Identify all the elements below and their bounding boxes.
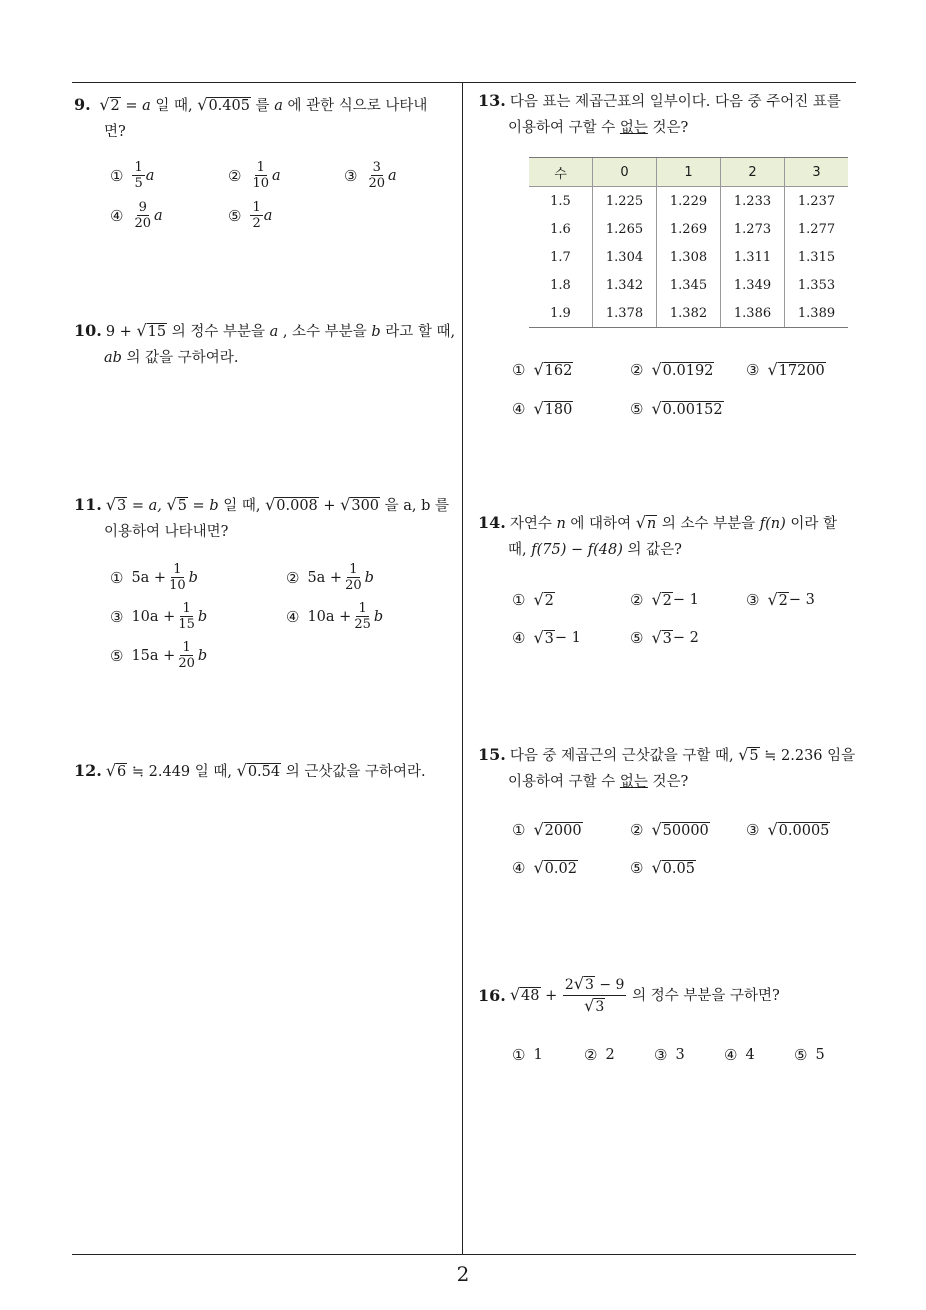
table-cell: 1.273 bbox=[721, 215, 785, 243]
table-cell: 1.7 bbox=[550, 249, 571, 265]
table-cell: 1.229 bbox=[657, 187, 721, 216]
table-cell: 1.225 bbox=[593, 187, 657, 216]
choice-3[interactable]: ③ √0.0005 bbox=[746, 820, 830, 839]
top-rule bbox=[72, 82, 856, 83]
choice-4[interactable]: ④ $\frac{9}{20}$ a bbox=[110, 200, 163, 231]
choice-4[interactable]: ④ √180 bbox=[512, 399, 573, 418]
table-cell: 1.311 bbox=[721, 243, 785, 271]
choice-2[interactable]: ② 2 bbox=[584, 1046, 615, 1064]
sqrt-expression: √3 bbox=[105, 495, 127, 514]
question-text-line2: 때, f(75) − f(48) 의 값은? bbox=[508, 542, 682, 558]
square-root-table bbox=[529, 157, 848, 328]
question-9: 9. √2 = a 일 때, √0.405 를 a 에 관한 식으로 나타내 면? bbox=[74, 92, 459, 145]
question-text-line2: 이용하여 구할 수 없는 것은? bbox=[508, 774, 689, 790]
choice-4[interactable]: ④ 4 bbox=[724, 1046, 755, 1064]
choice-1[interactable]: ① √2 bbox=[512, 590, 554, 609]
table-row bbox=[529, 243, 848, 271]
choice-3[interactable]: ③ 10a + $\frac{1}{15}$ b bbox=[110, 601, 208, 632]
sqrt-expression: √n bbox=[635, 513, 657, 532]
choice-5[interactable]: ⑤ 15a + $\frac{1}{20}$ b bbox=[110, 640, 208, 671]
sqrt-expression: √0.405 bbox=[197, 95, 250, 114]
question-number: 14. bbox=[478, 513, 506, 532]
choice-3[interactable]: ③ √2 − 3 bbox=[746, 590, 815, 609]
sqrt-expression: √6 bbox=[105, 761, 127, 780]
table-cell: 1.304 bbox=[593, 243, 657, 271]
sqrt-expression: √15 bbox=[136, 321, 167, 340]
question-number: 12. bbox=[74, 761, 102, 780]
choice-3[interactable]: ③ √17200 bbox=[746, 360, 825, 379]
sqrt-expression: √300 bbox=[340, 495, 380, 514]
question-number: 11. bbox=[74, 495, 102, 514]
table-cell: 1.315 bbox=[785, 243, 849, 271]
table-row bbox=[529, 187, 848, 216]
choice-5[interactable]: ⑤ √0.05 bbox=[630, 858, 695, 877]
table-cell: 1.237 bbox=[785, 187, 849, 216]
question-12: 12. √6 ≒ 2.449 일 때, √0.54 의 근삿값을 구하여라. bbox=[74, 758, 459, 785]
table-row bbox=[529, 215, 848, 243]
question-number: 15. bbox=[478, 745, 506, 764]
question-text-line2: ab 의 값을 구하여라. bbox=[104, 350, 239, 366]
choice-5[interactable]: ⑤ √0.00152 bbox=[630, 399, 723, 418]
question-11: 11. √3 = a, √5 = b 일 때, √0.008 + √300 을 a, b 를 이용하여 나타내면? bbox=[74, 492, 459, 545]
choice-5[interactable]: ⑤ √3 − 2 bbox=[630, 628, 699, 647]
choice-4[interactable]: ④ √3 − 1 bbox=[512, 628, 581, 647]
table-header: 0 bbox=[593, 158, 657, 187]
choice-4[interactable]: ④ √0.02 bbox=[512, 858, 577, 877]
sqrt-expression: √0.54 bbox=[236, 761, 281, 780]
choice-2[interactable]: ② √0.0192 bbox=[630, 360, 714, 379]
table-cell: 1.389 bbox=[785, 299, 849, 328]
fraction-expression: $\frac{2√3 - 9}{√3}$ bbox=[564, 974, 625, 1015]
table-cell: 1.386 bbox=[721, 299, 785, 328]
table-header: 2 bbox=[721, 158, 785, 187]
choice-5[interactable]: ⑤ $\frac{1}{2}$ a bbox=[228, 200, 273, 231]
question-number: 9. bbox=[74, 95, 91, 114]
bottom-rule bbox=[72, 1254, 856, 1255]
table-cell: 1.5 bbox=[550, 193, 571, 209]
question-15: 15. 다음 중 제곱근의 근삿값을 구할 때, √5 ≒ 2.236 임을 이용하여 구할 수 없는 것은? bbox=[478, 742, 863, 795]
table-header: 3 bbox=[785, 158, 849, 187]
page-number: 2 bbox=[456, 1262, 470, 1286]
table-cell: 1.8 bbox=[550, 277, 571, 293]
question-text-line2: 면? bbox=[104, 124, 126, 140]
sqrt-expression: √48 bbox=[509, 985, 540, 1004]
question-14: 14. 자연수 n 에 대하여 √n 의 소수 부분을 f(n) 이라 할 때, f(75) − f(48) 의 값은? bbox=[478, 510, 863, 563]
question-number: 13. bbox=[478, 91, 506, 110]
sqrt-expression: √5 bbox=[166, 495, 187, 514]
question-13: 13. 다음 표는 제곱근표의 일부이다. 다음 중 주어진 표를 이용하여 구할 수 없는 것은? bbox=[478, 88, 863, 141]
choice-5[interactable]: ⑤ 5 bbox=[794, 1046, 825, 1064]
table-cell: 1.342 bbox=[593, 271, 657, 299]
choice-2[interactable]: ② √50000 bbox=[630, 820, 709, 839]
choice-1[interactable]: ① $\frac{1}{5}$ a bbox=[110, 160, 155, 191]
question-text-line2: 이용하여 구할 수 없는 것은? bbox=[508, 120, 689, 136]
question-text-line2: 이용하여 나타내면? bbox=[104, 524, 229, 540]
sqrt-expression: √5 bbox=[738, 745, 759, 764]
column-divider bbox=[462, 83, 463, 1255]
choice-1[interactable]: ① 1 bbox=[512, 1046, 543, 1064]
choice-3[interactable]: ③ $\frac{3}{20}$ a bbox=[344, 160, 397, 191]
choice-1[interactable]: ① √162 bbox=[512, 360, 573, 379]
choice-3[interactable]: ③ 3 bbox=[654, 1046, 685, 1064]
table-row bbox=[529, 271, 848, 299]
table-header-row bbox=[529, 158, 848, 187]
table-cell: 1.308 bbox=[657, 243, 721, 271]
choice-1[interactable]: ① √2000 bbox=[512, 820, 582, 839]
table-header: 수 bbox=[529, 158, 593, 187]
choice-1[interactable]: ① 5a + $\frac{1}{10}$ b bbox=[110, 562, 198, 593]
question-number: 16. bbox=[478, 985, 506, 1005]
sqrt-expression: √2 bbox=[99, 95, 120, 114]
sqrt-expression: √0.008 bbox=[265, 495, 318, 514]
table-header: 1 bbox=[657, 158, 721, 187]
table-cell: 1.9 bbox=[529, 299, 593, 328]
table-cell: 1.382 bbox=[657, 299, 721, 328]
choice-4[interactable]: ④ 10a + $\frac{1}{25}$ b bbox=[286, 601, 384, 632]
table-cell: 1.378 bbox=[593, 299, 657, 328]
question-10: 10. 9 + √15 의 정수 부분을 a , 소수 부분을 b 라고 할 때, ab 의 값을 구하여라. bbox=[74, 318, 459, 371]
table-row bbox=[529, 299, 848, 328]
table-cell: 1.345 bbox=[657, 271, 721, 299]
question-16: 16. √48 + $\frac{2√3 - 9}{√3}$ 의 정수 부분을 구하면? bbox=[478, 974, 780, 1015]
table-cell: 1.265 bbox=[593, 215, 657, 243]
table-cell: 1.269 bbox=[657, 215, 721, 243]
table-cell: 1.353 bbox=[785, 271, 849, 299]
table-cell: 1.277 bbox=[785, 215, 849, 243]
question-number: 10. bbox=[74, 321, 102, 340]
choice-2[interactable]: ② √2 − 1 bbox=[630, 590, 699, 609]
choice-2[interactable]: ② $\frac{1}{10}$ a bbox=[228, 160, 281, 191]
table-cell: 1.6 bbox=[550, 221, 571, 237]
table-cell: 1.233 bbox=[721, 187, 785, 216]
choice-2[interactable]: ② 5a + $\frac{1}{20}$ b bbox=[286, 562, 374, 593]
table-cell: 1.349 bbox=[721, 271, 785, 299]
